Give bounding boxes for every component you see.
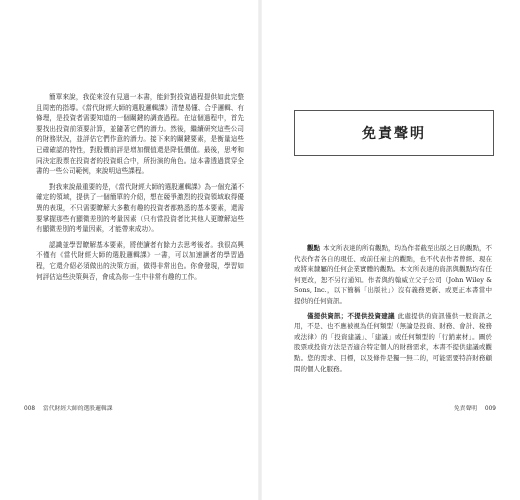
left-page-body [36, 92, 244, 287]
chapter-title-box [294, 110, 494, 156]
disclaimer-views [294, 243, 492, 307]
right-page-footer [454, 403, 496, 412]
right-page-number: 009 [484, 406, 496, 412]
left-running-title: 當代財經大師的選股邏輯課 [42, 406, 113, 412]
left-paragraph-2: 對我來說最重要的是，《當代財經大師的選股邏輯課》為一個充滿不確定的領域，提供了一個簡單的介紹，想在競爭激烈的投資領域取得優異的表現，不只需要瞭解大多數有趣的投資者都熟悉的基本要素，還需要掌握那些有顯微差別的考量因素（只有當投資者比其他人更瞭解這些有顯微差別的考量因素，才能帶來成功）。 [36, 182, 244, 234]
right-page [260, 0, 520, 500]
chapter-title: 免責聲明 [362, 126, 426, 142]
disclaimer-views-lead: 觀點 [307, 244, 320, 252]
disclaimer-info-only [294, 311, 492, 375]
disclaimer-info-lead: 僅提供資訊；不提供投資建議 [307, 311, 395, 320]
left-page-footer [24, 403, 113, 412]
left-page-number: 008 [24, 406, 36, 412]
disclaimer-views-text: 本文所表達的所有觀點，均為作者截至出版之日的觀點，不代表作者各自的現任、或前任雇主的觀點，也不代表作者曾經、現在或將來隸屬的任何企業實體的觀點。本文所表達的資訊與觀點均有任何更改，恕不另行通知。作者與約翰威立父子公司（John Wiley & Sons, Inc.，以下簡稱「出版社」）沒有義務更新、或更正本書當中提供的任何資訊。 [294, 244, 492, 305]
disclaimer-body [294, 243, 492, 378]
left-paragraph-3: 認識並學習瞭解基本要素，將使讀者有餘力去思考後者。我很高興不僅有《當代財經大師的選股邏輯課》一書，可以加速讀者的學習過程，它還介紹必須做出的決策方面，做得非常出色。你會發現，學習如何評估這些決策與否，會成為你一生中非常有趣的工作。 [36, 240, 244, 281]
left-paragraph-1: 簡單來說，我從來沒有見過一本書，能針對投資過程提供如此完整且周密的指導。《當代財經大師的選股邏輯課》清楚易懂、合乎邏輯、有條理，是投資者需要知道的一個關鍵的調查過程。在這個過程中，首先要找出投資前須要計算，並隨著它們的潛力。然後，繼續研究這些公司的財務狀況，並評估它們作意的潛力。接下來的關鍵要素，是衡量這些已確確認的特性，對股價前評是增加價值還是降低價值。最後，思考和同決定股票在投資者的投資組合中，所扮演的角色。這本書透過貫穿全書的一些公司範例，來說明這些課程。 [36, 93, 244, 176]
right-running-title: 免責聲明 [453, 406, 478, 412]
disclaimer-info-text: 此處提供的資訊僅供一般資訊之用，不是、也不應被視為任何類型（無論是投資、財務、會計、稅務或法律）的「投資建議」、「建議」或任何類型的「行銷素材」。圖於股票或投資方法是否適合特定個人的財務需求，本書不提供建議或觀點。您的需求、目標，以及條件是獨一無二的，可能需要特許財務顧問的個人化服務。 [294, 311, 492, 373]
